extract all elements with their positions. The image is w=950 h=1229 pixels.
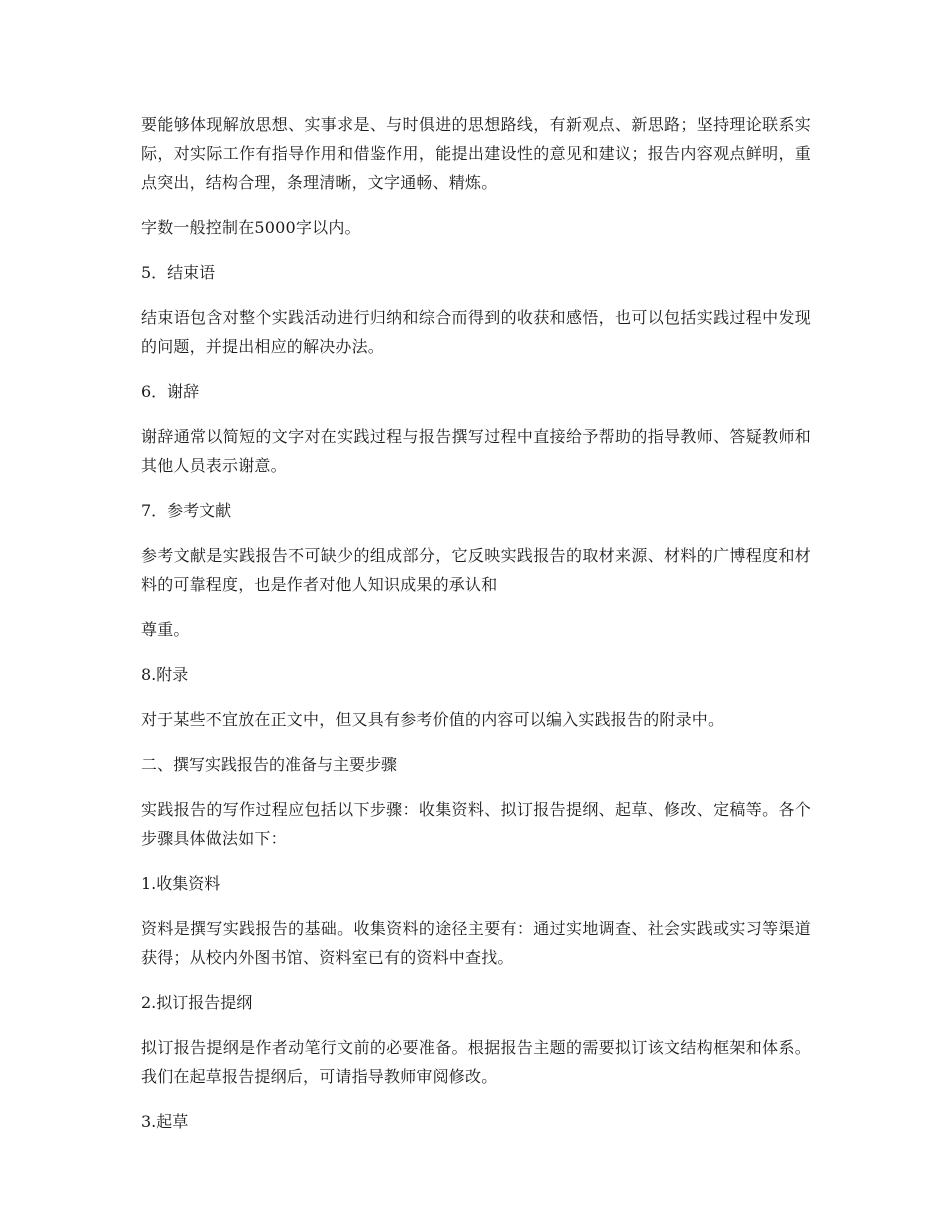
paragraph-appendix: 对于某些不宜放在正文中，但又具有参考价值的内容可以编入实践报告的附录中。 [141,710,725,729]
heading-drafting: 3.起草 [141,1112,189,1131]
paragraph-word-limit: 字数一般控制在5000字以内。 [141,218,361,237]
paragraph-draft-outline: 拟订报告提纲是作者动笔行文前的必要准备。根据报告主题的需要拟订该文结构框架和体系。我们在起草报告提纲后，可请指导教师审阅修改。 [141,1038,811,1086]
paragraph-acknowledgements: 谢辞通常以简短的文字对在实践过程与报告撰写过程中直接给予帮助的指导教师、答疑教师和其他人员表示谢意。 [141,427,811,475]
paragraph-references-continued: 尊重。 [141,620,190,639]
document-body [141,110,811,1152]
heading-references: 7．参考文献 [141,501,232,520]
paragraph-references: 参考文献是实践报告不可缺少的组成部分，它反映实践报告的取材来源、材料的广博程度和材料的可靠程度，也是作者对他人知识成果的承认和 [141,546,811,594]
heading-appendix: 8.附录 [141,665,189,684]
paragraph-conclusion: 结束语包含对整个实践活动进行归纳和综合而得到的收获和感悟，也可以包括实践过程中发现的问题，并提出相应的解决办法。 [141,308,811,356]
paragraph-writing-requirements: 要能够体现解放思想、实事求是、与时俱进的思想路线，有新观点、新思路；坚持理论联系实际，对实际工作有指导作用和借鉴作用，能提出建设性的意见和建议；报告内容观点鲜明，重点突出，结构合理，条理清晰，文字通畅、精炼。 [141,115,811,192]
heading-draft-outline: 2.拟订报告提纲 [141,993,253,1012]
heading-section-two: 二、撰写实践报告的准备与主要步骤 [141,755,398,774]
heading-conclusion: 5．结束语 [141,263,216,282]
paragraph-steps-overview: 实践报告的写作过程应包括以下步骤：收集资料、拟订报告提纲、起草、修改、定稿等。各个步骤具体做法如下： [141,800,811,848]
heading-collect-materials: 1.收集资料 [141,874,221,893]
paragraph-collect-materials: 资料是撰写实践报告的基础。收集资料的途径主要有：通过实地调查、社会实践或实习等渠道获得；从校内外图书馆、资料室已有的资料中查找。 [141,919,811,967]
heading-acknowledgements: 6．谢辞 [141,382,200,401]
